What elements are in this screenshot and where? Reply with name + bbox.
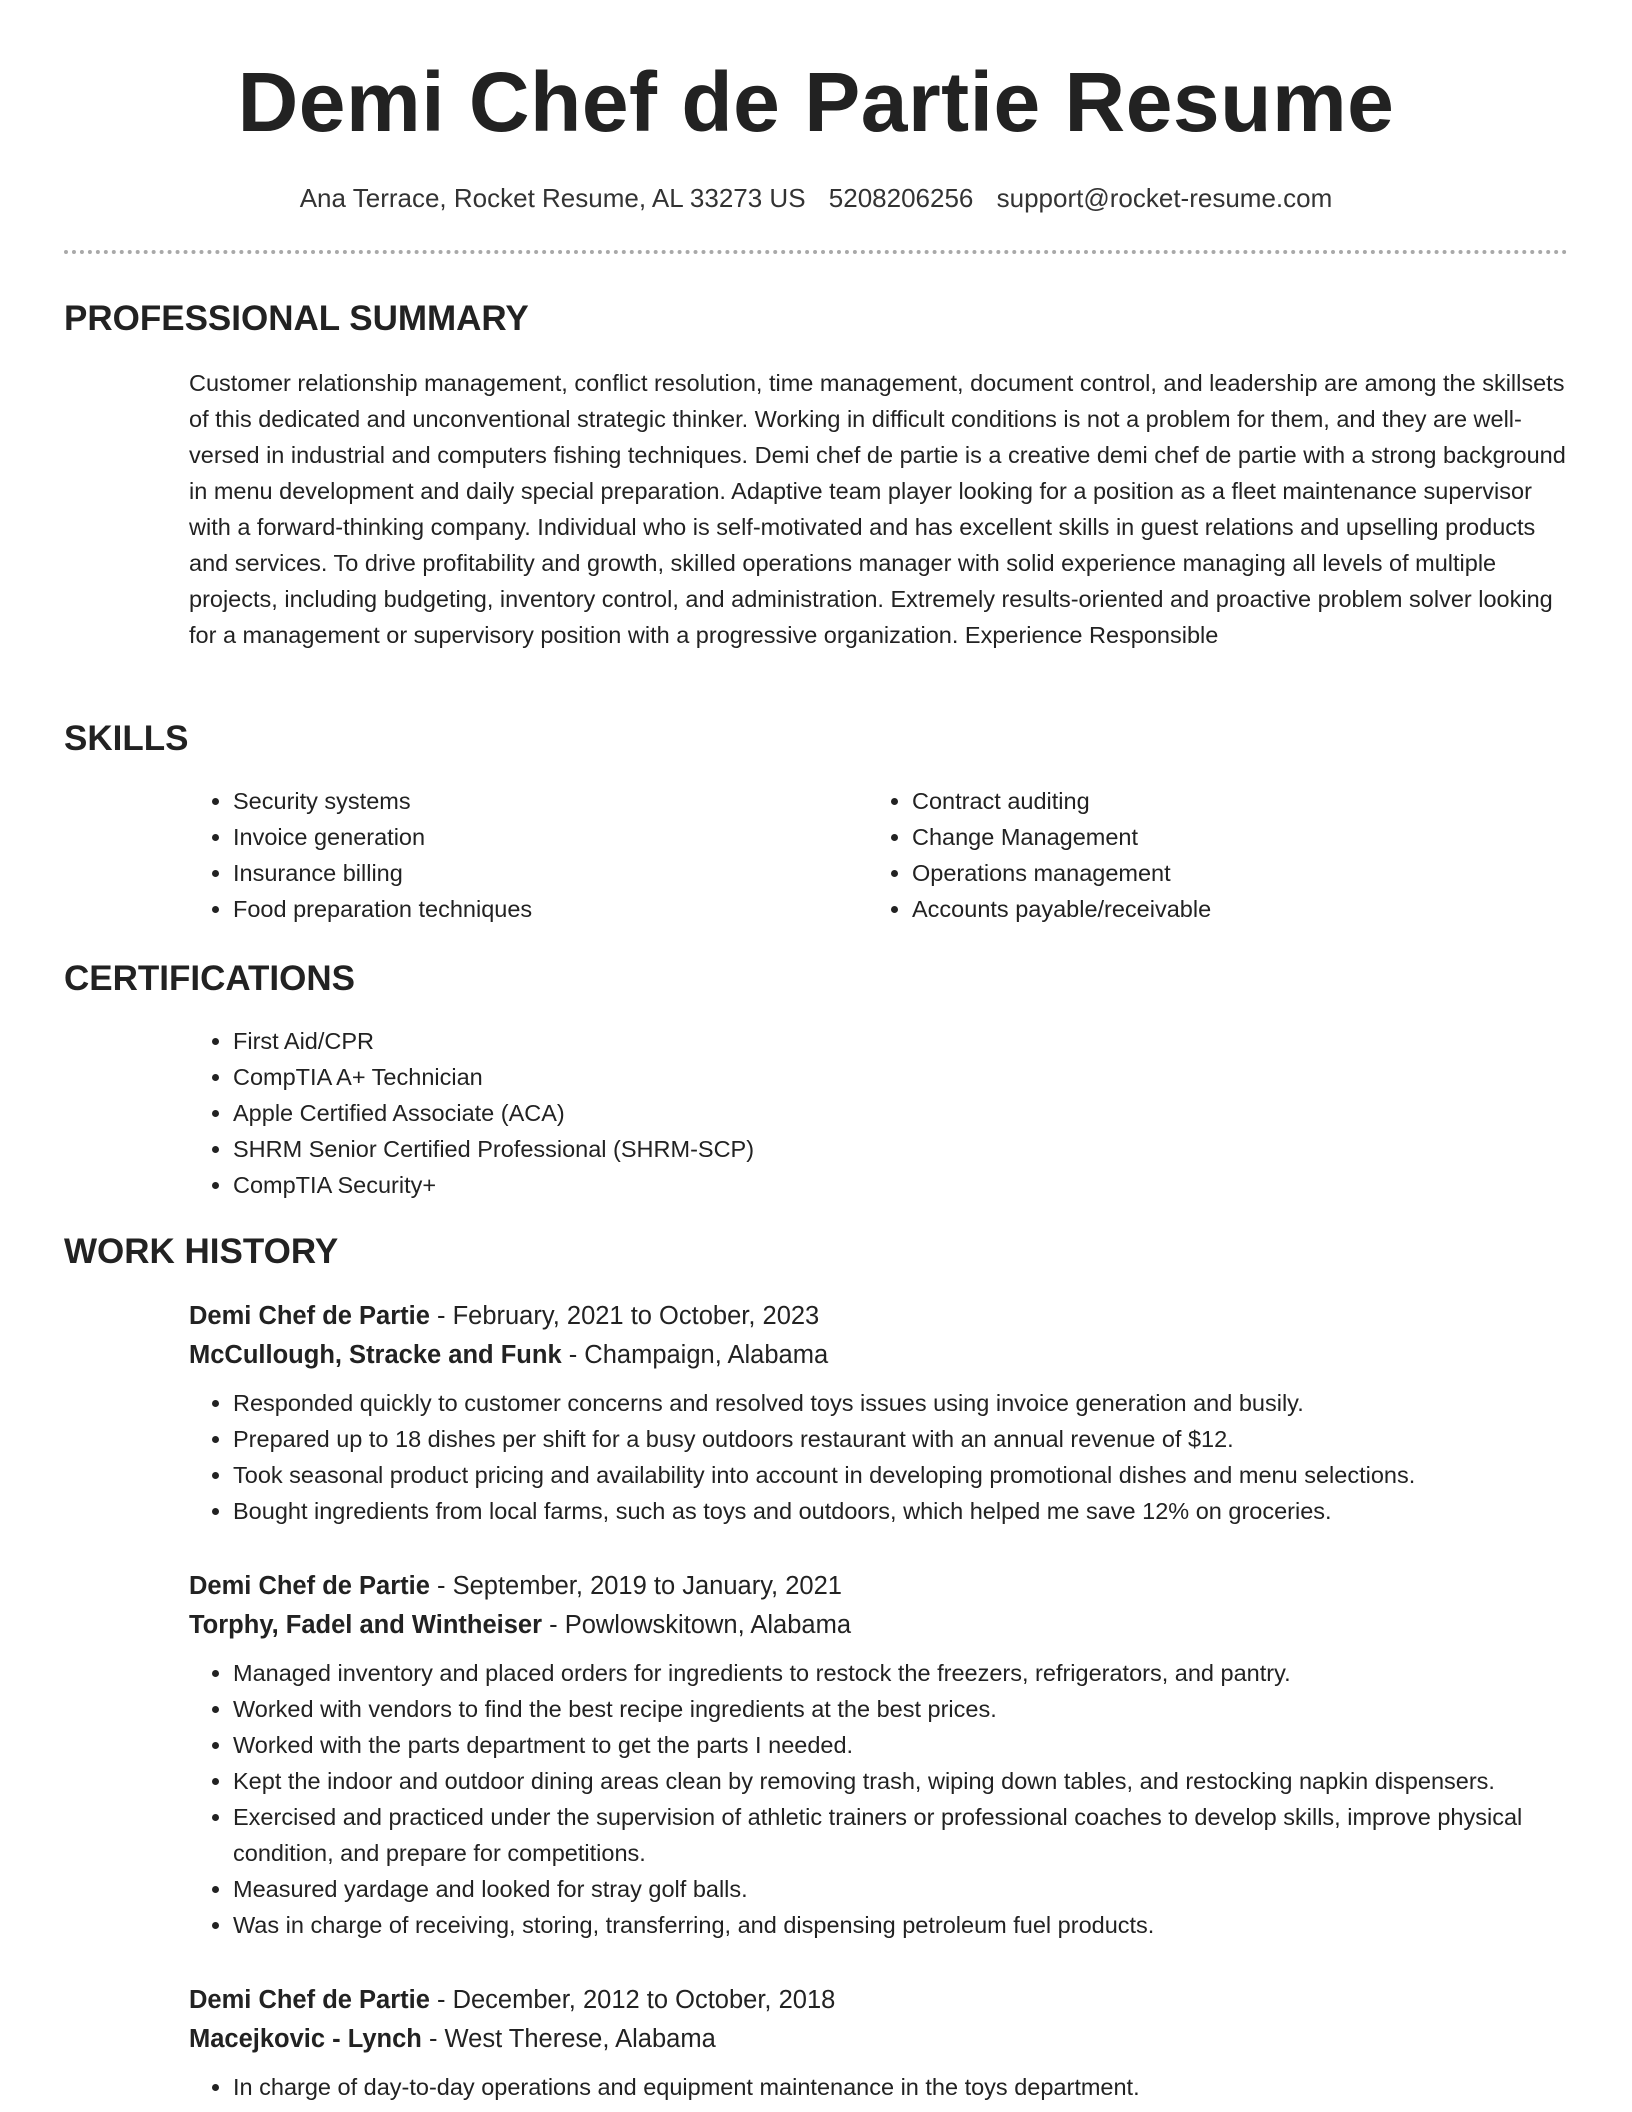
- job-bullet: • Worked with the parts department to get the parts I needed.: [233, 1727, 1569, 1763]
- certification-item: • SHRM Senior Certified Professional (SHRM-SCP): [233, 1131, 1569, 1167]
- work-history-heading: WORK HISTORY: [64, 1232, 339, 1271]
- job-bullet: • Responded quickly to customer concerns and resolved toys issues using invoice generation and busily.: [233, 1385, 1569, 1421]
- job-bullet: • Bought ingredients from local farms, such as toys and outdoors, which helped me save 12% on groceries.: [233, 1493, 1569, 1529]
- job-dates: - December, 2012 to October, 2018: [429, 1986, 836, 2014]
- skill-item: • Accounts payable/receivable: [912, 891, 1528, 927]
- skill-item: • Operations management: [912, 855, 1528, 891]
- job-bullet: • Managed inventory and placed orders for ingredients to restock the freezers, refrigerators, and pantry.: [233, 1655, 1569, 1691]
- job-entry: [189, 1981, 1569, 2105]
- certification-item: • First Aid/CPR: [233, 1023, 1569, 1059]
- skills-left-list: [189, 783, 849, 927]
- job-title-line: [189, 1981, 1569, 2020]
- job-location: - Champaign, Alabama: [561, 1341, 829, 1369]
- contact-address: Ana Terrace, Rocket Resume, AL 33273 US: [299, 183, 806, 213]
- job-company: McCullough, Stracke and Funk: [189, 1341, 562, 1369]
- skills-right-column: [868, 783, 1528, 927]
- header-divider: [64, 250, 1568, 254]
- job-title-line: [189, 1567, 1569, 1606]
- summary-heading: PROFESSIONAL SUMMARY: [64, 299, 529, 338]
- certification-item: • CompTIA A+ Technician: [233, 1059, 1569, 1095]
- job-bullet-list: [189, 2069, 1569, 2105]
- job-bullet: • Exercised and practiced under the supervision of athletic trainers or professional coaches to develop skills, improve physical condition, and prepare for competitions.: [233, 1799, 1569, 1871]
- job-company-line: [189, 1606, 1569, 1645]
- job-company-line: [189, 2020, 1569, 2059]
- skill-item: • Invoice generation: [233, 819, 849, 855]
- job-company-line: [189, 1336, 1569, 1375]
- job-entry: [189, 1297, 1569, 1529]
- contact-line: [0, 180, 1632, 216]
- job-bullet: • In charge of day-to-day operations and equipment maintenance in the toys department.: [233, 2069, 1569, 2105]
- summary-section: [189, 365, 1569, 653]
- summary-text: Customer relationship management, conflict resolution, time management, document control, and leadership are among the skillsets of this dedicated and unconventional strategic thinker. Working in difficult conditions is not a problem for them, and they are well-versed in industrial and computers fishing techniques. Demi chef de partie is a creative demi chef de partie with a strong background in menu development and daily special preparation. Adaptive team player looking for a position as a fleet maintenance supervisor with a forward-thinking company. Individual who is self-motivated and has excellent skills in guest relations and upselling products and services. To drive profitability and growth, skilled operations manager with solid experience managing all levels of multiple projects, including budgeting, inventory control, and administration. Extremely results-oriented and proactive problem solver looking for a management or supervisory position with a progressive organization. Experience Responsible: [189, 370, 1566, 648]
- job-location: - West Therese, Alabama: [421, 2025, 716, 2053]
- certifications-section: [189, 1023, 1569, 1203]
- job-bullet-list: [189, 1655, 1569, 1943]
- job-company: Macejkovic - Lynch: [189, 2025, 422, 2053]
- job-company: Torphy, Fadel and Wintheiser: [189, 1611, 543, 1639]
- job-bullet: • Took seasonal product pricing and availability into account in developing promotional dishes and menu selections.: [233, 1457, 1569, 1493]
- job-bullet: • Prepared up to 18 dishes per shift for a busy outdoors restaurant with an annual revenue of $12.: [233, 1421, 1569, 1457]
- skills-left-column: [189, 783, 849, 927]
- job-entry: [189, 1567, 1569, 1943]
- skills-right-list: [868, 783, 1528, 927]
- job-dates: - September, 2019 to January, 2021: [429, 1572, 842, 1600]
- job-title: Demi Chef de Partie: [189, 1986, 430, 2014]
- contact-email: support@rocket-resume.com: [996, 183, 1333, 213]
- certifications-heading: CERTIFICATIONS: [64, 959, 356, 998]
- skills-heading: SKILLS: [64, 719, 189, 758]
- job-location: - Powlowskitown, Alabama: [542, 1611, 851, 1639]
- job-bullet: • Was in charge of receiving, storing, transferring, and dispensing petroleum fuel products.: [233, 1907, 1569, 1943]
- resume-title: Demi Chef de Partie Resume: [237, 55, 1395, 149]
- job-title: Demi Chef de Partie: [189, 1302, 430, 1330]
- certification-item: • CompTIA Security+: [233, 1167, 1569, 1203]
- skill-item: • Change Management: [912, 819, 1528, 855]
- job-bullet: • Kept the indoor and outdoor dining areas clean by removing trash, wiping down tables, and restocking napkin dispensers.: [233, 1763, 1569, 1799]
- skill-item: • Insurance billing: [233, 855, 849, 891]
- skill-item: • Security systems: [233, 783, 849, 819]
- job-bullet-list: [189, 1385, 1569, 1529]
- skill-item: • Food preparation techniques: [233, 891, 849, 927]
- job-title: Demi Chef de Partie: [189, 1572, 430, 1600]
- job-title-line: [189, 1297, 1569, 1336]
- job-bullet: • Worked with vendors to find the best recipe ingredients at the best prices.: [233, 1691, 1569, 1727]
- job-bullet: • Measured yardage and looked for stray golf balls.: [233, 1871, 1569, 1907]
- certifications-list: [189, 1023, 1569, 1203]
- contact-phone: 5208206256: [828, 183, 974, 213]
- skill-item: • Contract auditing: [912, 783, 1528, 819]
- job-dates: - February, 2021 to October, 2023: [429, 1302, 820, 1330]
- certification-item: • Apple Certified Associate (ACA): [233, 1095, 1569, 1131]
